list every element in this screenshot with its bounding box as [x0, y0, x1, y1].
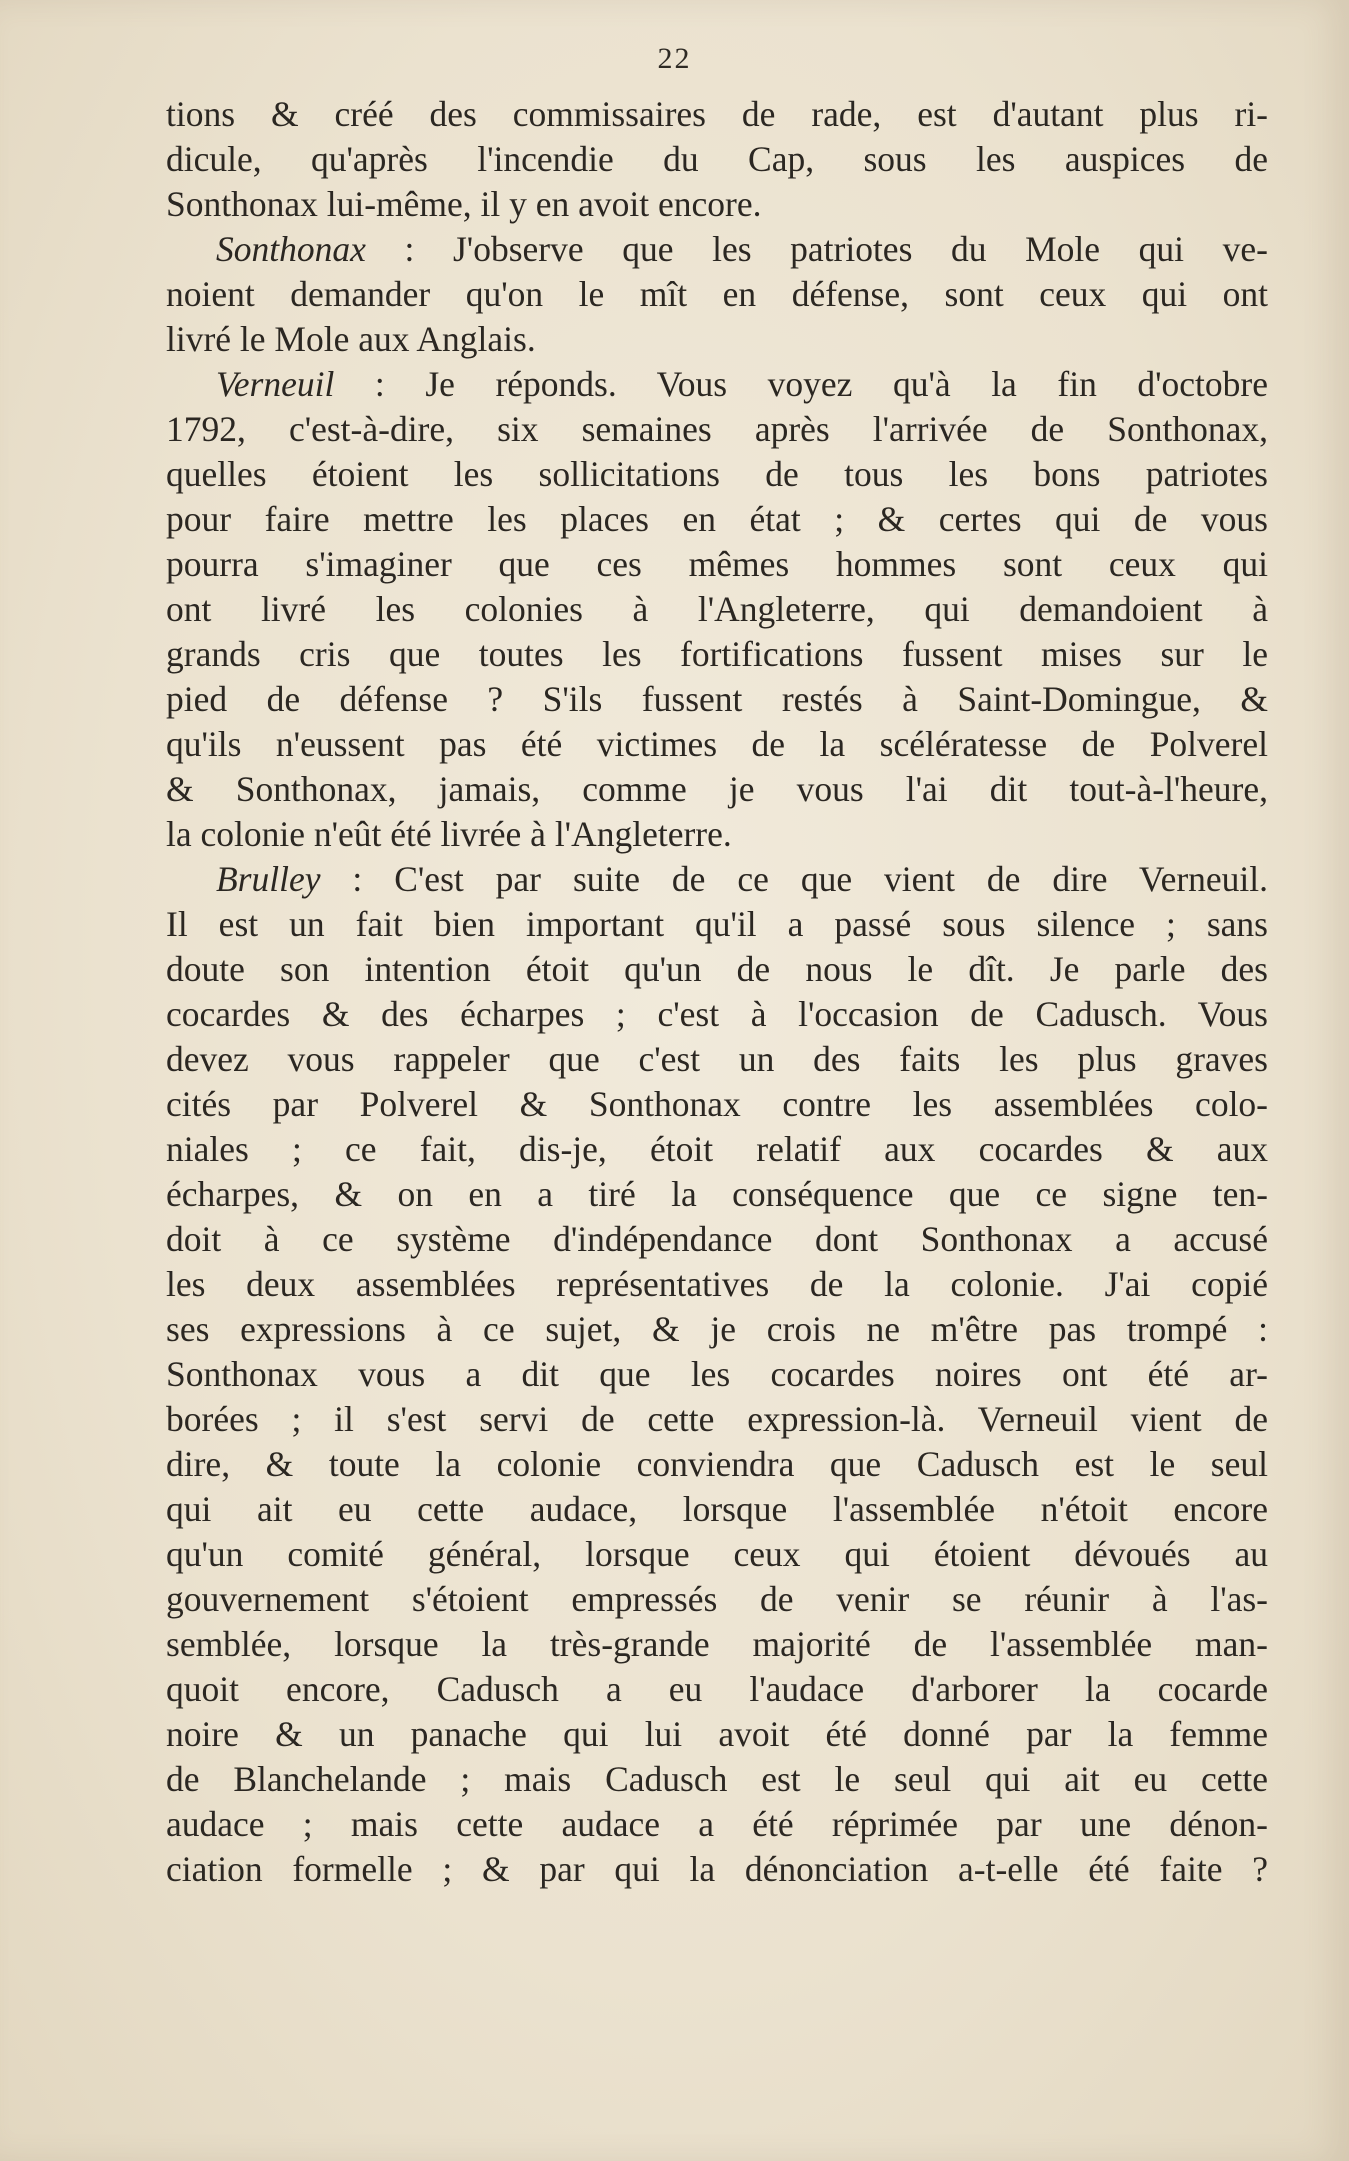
line-text: semblée, lorsque la très-grande majorité de l'assemblée man-	[166, 1624, 1268, 1664]
text-line	[166, 227, 1268, 272]
line-text: livré le Mole aux Anglais.	[166, 319, 536, 359]
text-line	[166, 1577, 1268, 1622]
text-line	[166, 407, 1268, 452]
line-text: cités par Polverel & Sonthonax contre les assemblées colo-	[166, 1084, 1268, 1124]
line-text: borées ; il s'est servi de cette expression-là. Verneuil vient de	[166, 1399, 1268, 1439]
line-text: pourra s'imaginer que ces mêmes hommes sont ceux qui	[166, 544, 1268, 584]
text-line	[166, 722, 1268, 767]
line-text: de Blanchelande ; mais Cadusch est le seul qui ait eu cette	[166, 1759, 1268, 1799]
line-text: Sonthonax vous a dit que les cocardes noires ont été ar-	[166, 1354, 1268, 1394]
line-text: ont livré les colonies à l'Angleterre, qui demandoient à	[166, 589, 1268, 629]
text-line	[166, 1487, 1268, 1532]
text-line	[166, 1172, 1268, 1217]
text-line	[166, 1712, 1268, 1757]
line-text: audace ; mais cette audace a été réprimée par une dénon-	[166, 1804, 1268, 1844]
text-line	[166, 182, 1268, 227]
text-line	[166, 1757, 1268, 1802]
line-text: noient demander qu'on le mît en défense, sont ceux qui ont	[166, 274, 1268, 314]
text-line	[166, 632, 1268, 677]
speaker-name: Sonthonax	[216, 229, 366, 269]
line-text: Il est un fait bien important qu'il a passé sous silence ; sans	[166, 904, 1268, 944]
line-text: devez vous rappeler que c'est un des faits les plus graves	[166, 1039, 1268, 1079]
text-line	[166, 1442, 1268, 1487]
text-line	[166, 1037, 1268, 1082]
text-line	[166, 542, 1268, 587]
text-line	[166, 902, 1268, 947]
text-line	[166, 1622, 1268, 1667]
line-text: doit à ce système d'indépendance dont Sonthonax a accusé	[166, 1219, 1268, 1259]
line-text: dicule, qu'après l'incendie du Cap, sous les auspices de	[166, 139, 1268, 179]
text-line	[166, 1667, 1268, 1712]
line-text: cocardes & des écharpes ; c'est à l'occasion de Cadusch. Vous	[166, 994, 1268, 1034]
text-line	[166, 1847, 1268, 1892]
line-text: 1792, c'est-à-dire, six semaines après l'arrivée de Sonthonax,	[166, 409, 1268, 449]
line-text: pied de défense ? S'ils fussent restés à Saint-Domingue, &	[166, 679, 1268, 719]
line-text: les deux assemblées représentatives de la colonie. J'ai copié	[166, 1264, 1268, 1304]
line-text: noire & un panache qui lui avoit été donné par la femme	[166, 1714, 1268, 1754]
text-line	[166, 272, 1268, 317]
line-text: gouvernement s'étoient empressés de venir se réunir à l'as-	[166, 1579, 1268, 1619]
page-number: 22	[657, 42, 692, 75]
text-line	[166, 767, 1268, 812]
text-line	[166, 1802, 1268, 1847]
text-line	[166, 812, 1268, 857]
line-text: Sonthonax lui-même, il y en avoit encore.	[166, 184, 762, 224]
line-text: & Sonthonax, jamais, comme je vous l'ai dit tout-à-l'heure,	[166, 769, 1268, 809]
text-line	[166, 1217, 1268, 1262]
line-text: qu'un comité général, lorsque ceux qui étoient dévoués au	[166, 1534, 1268, 1574]
line-text: doute son intention étoit qu'un de nous le dît. Je parle des	[166, 949, 1268, 989]
text-line	[166, 1532, 1268, 1577]
text-line	[166, 452, 1268, 497]
line-text: la colonie n'eût été livrée à l'Angleterre.	[166, 814, 732, 854]
line-text: : J'observe que les patriotes du Mole qui ve-	[365, 229, 1268, 269]
text-line	[166, 137, 1268, 182]
text-line	[166, 677, 1268, 722]
text-line	[166, 1262, 1268, 1307]
line-text: dire, & toute la colonie conviendra que Cadusch est le seul	[166, 1444, 1268, 1484]
line-text: tions & créé des commissaires de rade, est d'autant plus ri-	[166, 94, 1268, 134]
line-text: ciation formelle ; & par qui la dénonciation a-t-elle été faite ?	[166, 1849, 1268, 1889]
text-line	[166, 1352, 1268, 1397]
text-line	[166, 857, 1268, 902]
speaker-name: Brulley	[216, 859, 321, 899]
text-line	[166, 497, 1268, 542]
line-text: écharpes, & on en a tiré la conséquence que ce signe ten-	[166, 1174, 1268, 1214]
text-line	[166, 1307, 1268, 1352]
line-text: : C'est par suite de ce que vient de dire Verneuil.	[320, 859, 1268, 899]
text-line	[166, 1082, 1268, 1127]
line-text: grands cris que toutes les fortifications fussent mises sur le	[166, 634, 1268, 674]
line-text: niales ; ce fait, dis-je, étoit relatif aux cocardes & aux	[166, 1129, 1268, 1169]
line-text: qui ait eu cette audace, lorsque l'assemblée n'étoit encore	[166, 1489, 1268, 1529]
text-line	[166, 947, 1268, 992]
text-line	[166, 992, 1268, 1037]
text-line	[166, 317, 1268, 362]
text-line	[166, 1127, 1268, 1172]
text-line	[166, 362, 1268, 407]
text-line	[166, 587, 1268, 632]
line-text: quelles étoient les sollicitations de tous les bons patriotes	[166, 454, 1268, 494]
line-text: ses expressions à ce sujet, & je crois ne m'être pas trompé :	[166, 1309, 1268, 1349]
line-text: pour faire mettre les places en état ; & certes qui de vous	[166, 499, 1268, 539]
body-text	[166, 92, 1268, 1892]
text-line	[166, 1397, 1268, 1442]
text-line	[166, 92, 1268, 137]
speaker-name: Verneuil	[216, 364, 335, 404]
line-text: : Je réponds. Vous voyez qu'à la fin d'octobre	[334, 364, 1268, 404]
line-text: qu'ils n'eussent pas été victimes de la scélératesse de Polverel	[166, 724, 1268, 764]
line-text: quoit encore, Cadusch a eu l'audace d'arborer la cocarde	[166, 1669, 1268, 1709]
